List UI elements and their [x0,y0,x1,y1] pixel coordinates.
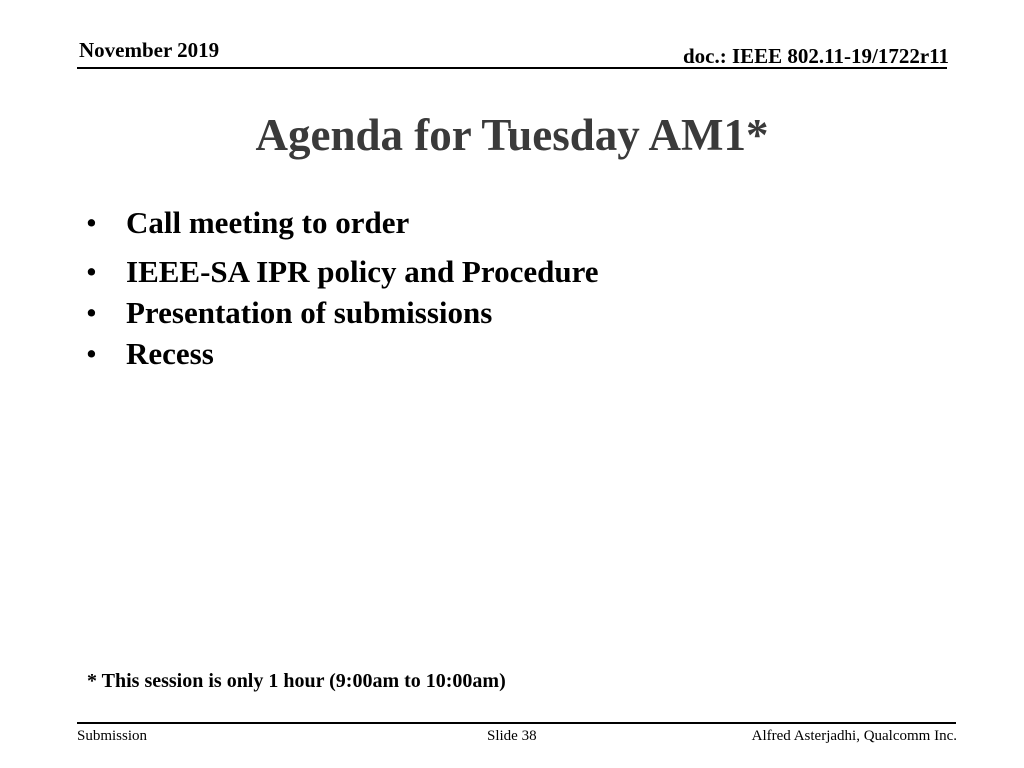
document-id: doc.: IEEE 802.11-19/1722r11 [682,44,949,68]
bullet-icon: • [86,205,97,240]
bullet-icon: • [86,336,97,371]
footer-author: Alfred Asterjadhi, Qualcomm Inc. [751,728,957,744]
agenda-list [86,202,599,374]
agenda-item-label: Presentation of submissions [126,295,493,330]
header-divider [77,67,947,69]
bullet-icon: • [86,295,97,330]
header-date: November 2019 [79,38,220,62]
footer-divider [77,722,956,724]
agenda-item-call-to-order [86,202,599,243]
agenda-item-recess [86,333,599,374]
agenda-item-presentations [86,292,599,333]
agenda-item-label: Call meeting to order [126,205,410,240]
agenda-item-label: IEEE-SA IPR policy and Procedure [126,254,599,289]
session-note: * This session is only 1 hour (9:00am to 10:00am) [87,670,506,692]
agenda-item-label: Recess [126,336,214,371]
footer-submission-label: Submission [77,728,148,744]
bullet-icon: • [86,254,97,289]
agenda-item-ipr-policy [86,251,599,292]
slide-number: Slide 38 [487,728,537,744]
slide-title: Agenda for Tuesday AM1* [255,110,769,160]
